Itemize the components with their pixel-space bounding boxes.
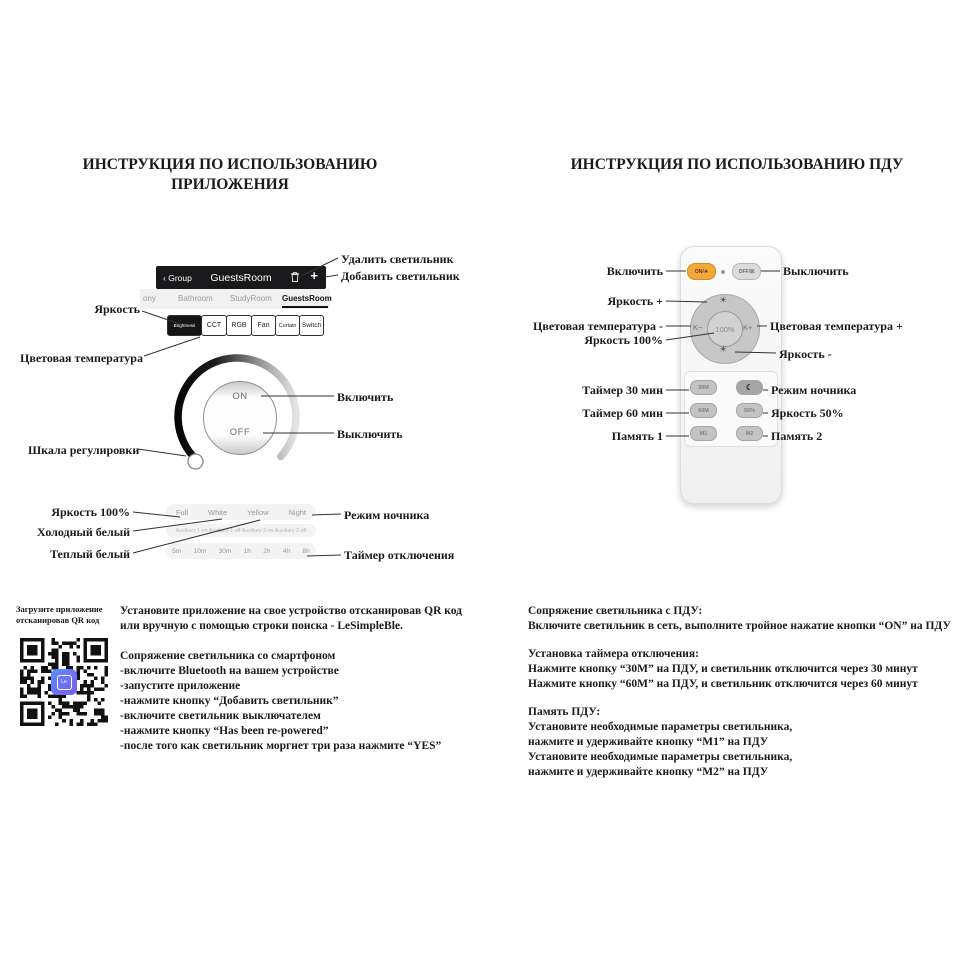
cct-mode-button[interactable]: CCT — [201, 315, 227, 336]
callout-remote-off: Выключить — [783, 264, 849, 278]
preset-night[interactable]: Night — [288, 507, 307, 517]
timer-1h[interactable]: 1h — [243, 547, 251, 555]
tab-bathroom[interactable]: Bathroom — [178, 294, 213, 303]
timer-30m[interactable]: 30m — [218, 547, 232, 555]
sun-up-icon[interactable]: ☀ — [719, 296, 728, 306]
callout-brightness-plus: Яркость + — [607, 294, 663, 308]
onoff-dial — [203, 381, 277, 455]
callout-full: Яркость 100% — [51, 505, 130, 519]
rgb-mode-button[interactable]: RGB — [226, 315, 252, 336]
callout-memory-1: Память 1 — [611, 429, 663, 443]
callout-brightness: Яркость — [94, 302, 140, 316]
tab-balcony[interactable]: ony — [143, 294, 156, 303]
timer-30m-button[interactable]: 30M — [690, 380, 717, 395]
timer-4h[interactable]: 4h — [282, 547, 291, 555]
timer-10m[interactable]: 10m — [193, 547, 207, 555]
off-button[interactable]: OFF — [229, 427, 251, 438]
callout-night-mode: Режим ночника — [344, 508, 430, 522]
on-button[interactable]: ON — [232, 391, 248, 402]
app-header-title: GuestsRoom — [210, 271, 272, 284]
preset-full[interactable]: Full — [175, 507, 189, 517]
right-instructions: Сопряжение светильника с ПДУ: Включите светильник в сеть, выполните тройное нажатие кнопки “ON” на ПДУ Установка таймера отключения: Нажмите кнопку “30M” на ПДУ, и светильник отключится через 30 минут Нажмите кнопку “60M” на ПДУ, и светильник отключится через 60 минут Память ПДУ: Установите необходимые параметры светильника, нажмите и удерживайте кнопку “M1” на ПДУ Установите необходимые параметры светильника, нажмите и удерживайте кнопку “M2” на ПДУ — [528, 604, 968, 793]
timer-5m[interactable]: 5m — [172, 547, 182, 555]
tab-studyroom[interactable]: StudyRoom — [230, 294, 272, 303]
k-minus-button[interactable]: K− — [693, 323, 703, 332]
trash-icon[interactable] — [290, 271, 300, 283]
callout-add-light: Добавить светильник — [341, 269, 460, 283]
remote-on-button[interactable]: ON/☀ — [687, 263, 716, 280]
more-dots-icon[interactable]: ⋮ — [316, 315, 325, 325]
switch-mode-button[interactable]: Switch — [299, 315, 324, 336]
timer-row — [166, 543, 316, 559]
room-tabs — [140, 289, 330, 309]
callout-warm-white: Теплый белый — [50, 547, 130, 561]
pairing-title: Сопряжение светильника со смартфоном — [120, 650, 336, 662]
active-tab-underline — [282, 306, 328, 308]
callout-timer-30: Таймер 30 мин — [582, 383, 663, 397]
callout-brightness-minus: Яркость - — [779, 347, 832, 361]
mode-buttons — [168, 315, 324, 336]
callout-timer-60: Таймер 60 мин — [582, 406, 663, 420]
callout-off-timer: Таймер отключения — [344, 548, 455, 562]
curtain-mode-button[interactable]: Curtain — [275, 315, 300, 336]
fan-mode-button[interactable]: Fan — [251, 315, 276, 336]
tab-guestsroom[interactable]: GuestsRoom — [282, 294, 332, 303]
section-title: Память ПДУ: — [528, 706, 601, 718]
install-text: Установите приложение на свое устройство отсканировав QR код или вручную с помощью строки поиска - LeSimpleBle. — [120, 605, 462, 632]
remote-led-dot — [721, 270, 725, 274]
remote-100-button[interactable]: 100% — [707, 311, 743, 347]
callout-brightness-50: Яркость 50% — [771, 406, 844, 420]
callout-color-temp: Цветовая температура — [20, 351, 143, 365]
memory-2-button[interactable]: M2 — [736, 426, 763, 441]
right-title: ИНСТРУКЦИЯ ПО ИСПОЛЬЗОВАНИЮ ПДУ — [570, 156, 904, 173]
auxiliary-buttons[interactable]: Auxiliary 1 on Auxiliary 1 off Auxiliary 2 on Auxiliary 2 off — [175, 527, 307, 534]
back-chevron-icon[interactable]: ‹ Group — [163, 272, 192, 283]
timer-2h[interactable]: 2h — [263, 547, 271, 555]
remote-off-button[interactable]: OFF/☒ — [732, 263, 761, 280]
preset-white[interactable]: White — [208, 507, 228, 517]
callout-memory-2: Память 2 — [771, 429, 823, 443]
callout-brightness-100: Яркость 100% — [584, 333, 663, 347]
section-title: Установка таймера отключения: — [528, 648, 699, 660]
callout-cold-white: Холодный белый — [37, 525, 130, 539]
callout-color-temp-minus: Цветовая температура - — [533, 319, 663, 333]
callout-night-mode-r: Режим ночника — [771, 383, 857, 397]
timer-60m-button[interactable]: 60M — [690, 403, 717, 418]
k-plus-button[interactable]: K+ — [743, 323, 753, 332]
app-header — [156, 266, 326, 289]
plus-icon[interactable]: + — [310, 268, 318, 283]
callout-remote-on: Включить — [606, 264, 663, 278]
sun-down-icon[interactable]: ☀ — [719, 345, 728, 355]
preset-row — [166, 504, 316, 520]
callout-turn-off: Выключить — [337, 427, 403, 441]
callout-delete-light: Удалить светильник — [341, 252, 454, 266]
left-instructions: Установите приложение на свое устройство отсканировав QR код или вручную с помощью строки поиска - LeSimpleBle. Сопряжение светильника со смартфоном -включите Bluetooth на вашем устройстве -запустите приложение -нажмите кнопку “Добавить светильник” -включите светильник выключателем -нажмите кнопку “Has been re-powered” -после того как светильник моргнет три раза нажмите “YES” — [120, 604, 482, 754]
callout-scale: Шкала регулировки — [28, 443, 140, 457]
preset-yellow[interactable]: Yellow — [247, 507, 269, 517]
callout-turn-on: Включить — [337, 390, 394, 404]
memory-1-button[interactable]: M1 — [690, 426, 717, 441]
brightness-50-button[interactable]: 50% — [736, 403, 763, 418]
timer-8h[interactable]: 8h — [302, 547, 310, 555]
auxiliary-row — [166, 524, 316, 537]
left-title: ИНСТРУКЦИЯ ПО ИСПОЛЬЗОВАНИЮ ПРИЛОЖЕНИЯ — [82, 156, 378, 193]
callout-color-temp-plus: Цветовая температура + — [770, 319, 903, 333]
app-icon: Le — [51, 669, 77, 695]
moon-icon[interactable]: ☾ — [736, 380, 763, 395]
dial-knob — [188, 454, 203, 469]
section-title: Сопряжение светильника с ПДУ: — [528, 605, 703, 617]
qr-caption: Загрузите приложение отсканировав QR код — [16, 604, 103, 625]
brightness-mode-button[interactable]: Brightness — [167, 315, 202, 336]
